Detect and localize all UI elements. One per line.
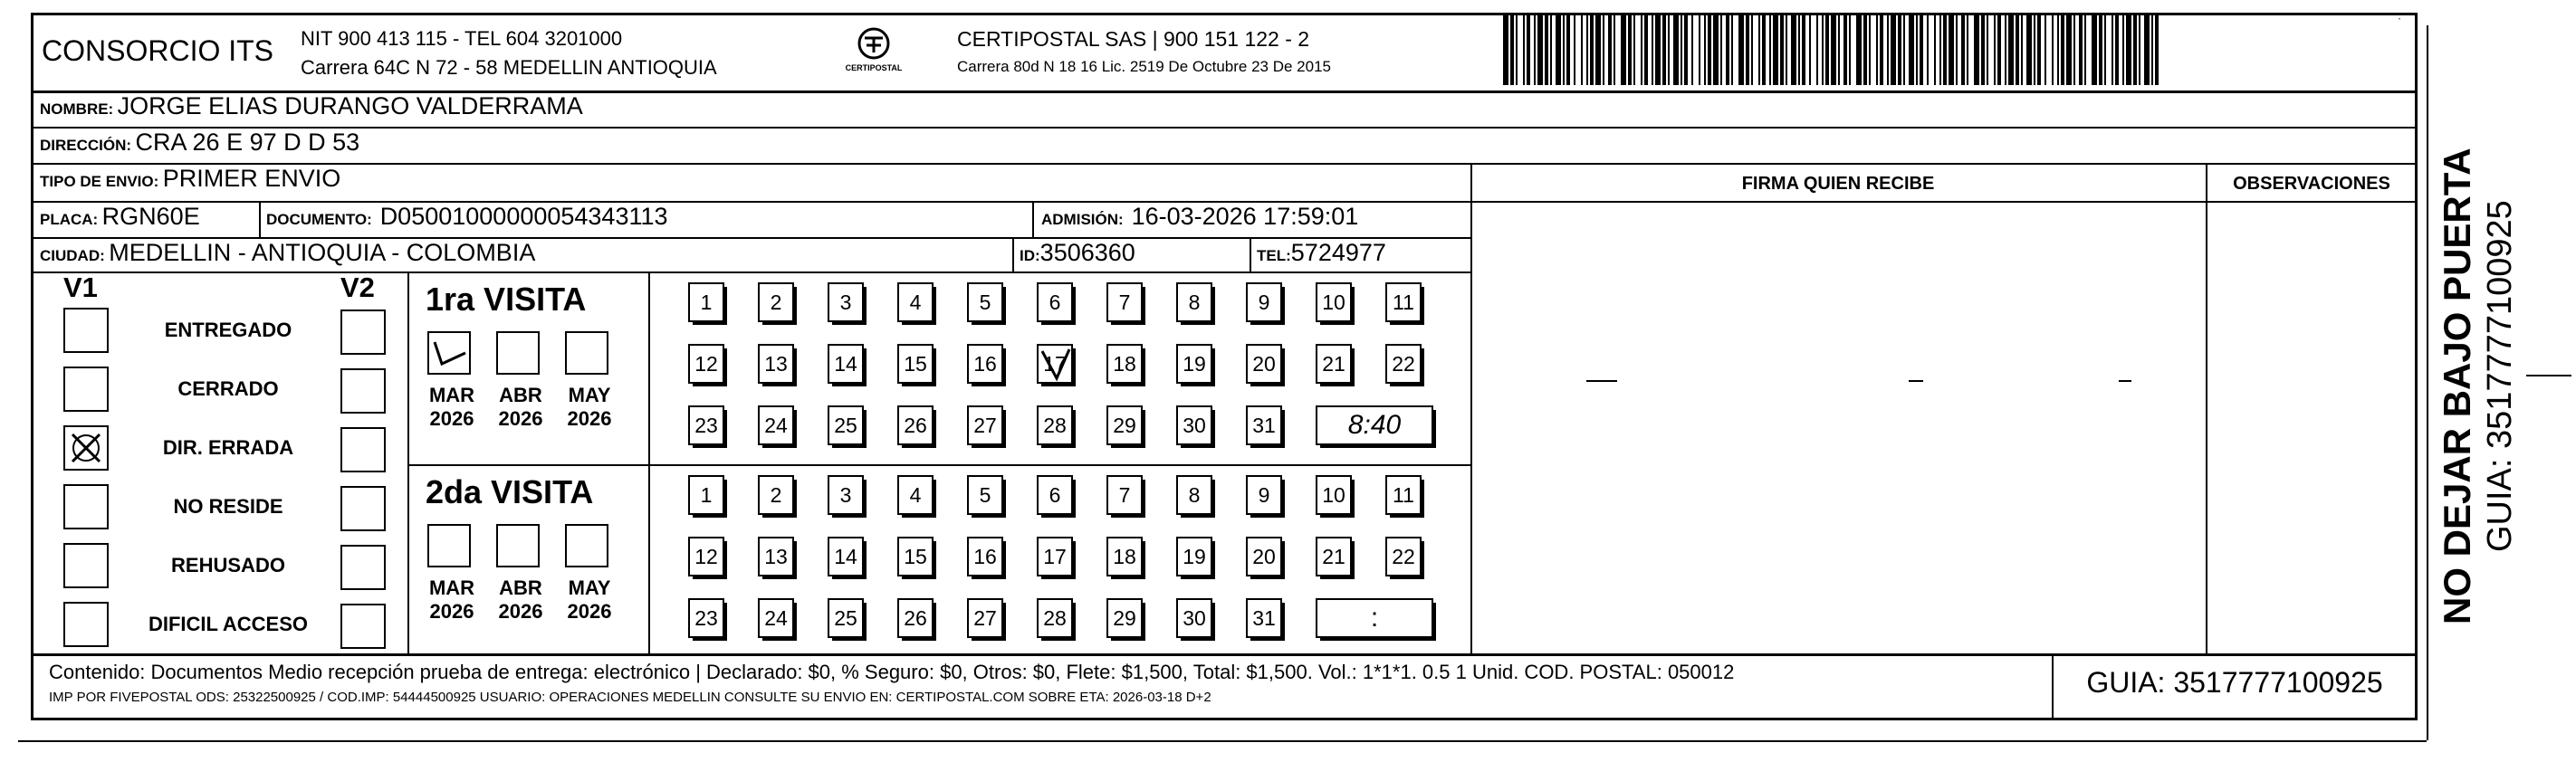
day-box[interactable]: 1 (688, 475, 724, 515)
day-box[interactable]: 13 (758, 537, 794, 576)
day-box[interactable]: 8 (1176, 475, 1212, 515)
day-box[interactable]: 9 (1246, 475, 1282, 515)
day-box[interactable]: 14 (828, 537, 864, 576)
day-box[interactable]: 7 (1106, 475, 1143, 515)
v1-label: V1 (63, 271, 98, 303)
day-box[interactable]: 27 (967, 405, 1003, 445)
document-label: DOCUMENTO: (266, 211, 372, 228)
admission: 16-03-2026 17:59:01 (1131, 203, 1359, 230)
day-box[interactable]: 20 (1246, 537, 1282, 576)
status-label: CERRADO (177, 377, 279, 400)
month-year: 2026 (429, 407, 474, 430)
tel-row (1257, 239, 1386, 267)
day-box[interactable]: 22 (1385, 344, 1422, 384)
id-label: ID: (1020, 247, 1040, 264)
day-box[interactable]: 28 (1037, 598, 1073, 638)
v1-checkbox[interactable] (63, 602, 109, 647)
status-label: REHUSADO (171, 554, 285, 576)
day-box[interactable]: 22 (1385, 537, 1422, 576)
day-box[interactable]: 21 (1316, 537, 1352, 576)
day-box[interactable]: 9 (1246, 282, 1282, 322)
v2-checkbox[interactable] (340, 545, 386, 590)
row-line (31, 127, 2418, 129)
v2-checkbox[interactable] (340, 604, 386, 649)
day-box[interactable]: 1 (688, 282, 724, 322)
col-line (407, 271, 409, 653)
footer-line-2: IMP POR FIVEPOSTAL ODS: 25322500925 / COD.IMP: 54444500925 USUARIO: OPERACIONES MEDELLIN CONSULTE SU ENVIO EN: CERTIPOSTAL.COM SOBRE ETA: 2026-03-18 D+2 (49, 690, 1211, 705)
month-year: 2026 (429, 600, 474, 623)
tel-value: 5724977 (1290, 239, 1386, 266)
day-box[interactable]: 31 (1246, 598, 1282, 638)
v1-checkbox[interactable] (63, 543, 109, 588)
v1-checkbox[interactable] (63, 367, 109, 412)
month-checkbox[interactable] (565, 524, 608, 567)
city-row (40, 239, 535, 267)
day-box[interactable]: 2 (758, 282, 794, 322)
barcode (1503, 13, 2157, 85)
id-row (1020, 239, 1135, 267)
day-box[interactable]: 26 (897, 405, 934, 445)
day-box[interactable]: 23 (688, 598, 724, 638)
visit-title: 2da VISITA (426, 473, 594, 510)
city-label: CIUDAD: (40, 247, 105, 264)
month-year: 2026 (498, 600, 543, 623)
day-box[interactable]: 20 (1246, 344, 1282, 384)
day-box[interactable]: 15 (897, 537, 934, 576)
side-warning: NO DEJAR BAJO PUERTA (2436, 148, 2478, 624)
bottom-edge-line (18, 740, 2427, 742)
day-box[interactable]: 25 (828, 598, 864, 638)
day-box[interactable]: 29 (1106, 405, 1143, 445)
edge-mark (2526, 375, 2571, 376)
day-box[interactable]: 23 (688, 405, 724, 445)
status-label: DIR. ERRADA (162, 436, 294, 459)
plate-row (40, 203, 200, 231)
company-line-1: NIT 900 413 115 - TEL 604 3201000 (301, 27, 623, 50)
ship-type-label: TIPO DE ENVIO: (40, 173, 159, 190)
time-box[interactable]: : (1316, 598, 1433, 638)
day-box[interactable]: 29 (1106, 598, 1143, 638)
document-row (266, 203, 668, 231)
month-label: ABR (499, 384, 542, 406)
observations-header: OBSERVACIONES (2233, 174, 2390, 194)
name-label: NOMBRE: (40, 100, 114, 118)
day-box[interactable]: 18 (1106, 344, 1143, 384)
admission-row (1041, 203, 1358, 231)
day-box[interactable]: 17 (1037, 537, 1073, 576)
plate-label: PLACA: (40, 211, 99, 228)
day-box[interactable]: 16 (967, 537, 1003, 576)
plate: RGN60E (101, 203, 200, 230)
certipostal-logo (842, 25, 905, 80)
day-box[interactable]: 4 (897, 282, 934, 322)
name-row (40, 92, 583, 120)
status-label: DIFICIL ACCESO (148, 613, 308, 635)
day-box[interactable]: 4 (897, 475, 934, 515)
status-label: ENTREGADO (164, 319, 292, 341)
day-box[interactable]: 24 (758, 598, 794, 638)
col-line (648, 271, 650, 653)
day-box[interactable]: 6 (1037, 475, 1073, 515)
carrier-line-2: Carrera 80d N 18 16 Lic. 2519 De Octubre 23 De 2015 (957, 58, 1331, 75)
day-box[interactable]: 10 (1316, 282, 1352, 322)
signature-area[interactable] (1472, 201, 2204, 653)
day-box[interactable]: 15 (897, 344, 934, 384)
row-line (31, 271, 1470, 273)
day-box[interactable]: 5 (967, 282, 1003, 322)
day-box[interactable]: 24 (758, 405, 794, 445)
month-checkbox[interactable] (427, 331, 471, 375)
day-box[interactable]: 11 (1385, 475, 1422, 515)
day-box[interactable]: 28 (1037, 405, 1073, 445)
day-box[interactable]: 30 (1176, 405, 1212, 445)
day-box[interactable]: 18 (1106, 537, 1143, 576)
day-box[interactable]: 2 (758, 475, 794, 515)
pen-mark (1909, 380, 1923, 382)
day-box[interactable]: 16 (967, 344, 1003, 384)
day-box[interactable]: 14 (828, 344, 864, 384)
day-box[interactable]: 3 (828, 475, 864, 515)
ship-type-row (40, 165, 340, 193)
v2-label: V2 (340, 271, 375, 303)
footer-guide: GUIA: 3517777100925 (2086, 666, 2383, 699)
day-box[interactable]: 8 (1176, 282, 1212, 322)
address-row (40, 129, 359, 157)
right-edge-line (2427, 25, 2428, 740)
day-box[interactable]: 17 (1037, 344, 1073, 384)
day-check-mark (1039, 346, 1075, 384)
row-line (31, 163, 2418, 165)
day-box[interactable]: 25 (828, 405, 864, 445)
day-box[interactable]: 12 (688, 537, 724, 576)
month-checkbox[interactable] (496, 331, 540, 375)
city: MEDELLIN - ANTIOQUIA - COLOMBIA (109, 239, 536, 266)
row-line (31, 653, 2418, 656)
month-label: MAR (428, 384, 475, 406)
v1-checkbox[interactable] (63, 484, 109, 529)
col-line (1250, 237, 1251, 271)
observations-area[interactable] (2207, 201, 2416, 653)
day-box[interactable]: 19 (1176, 537, 1212, 576)
month-year: 2026 (498, 407, 543, 430)
v2-checkbox[interactable] (340, 310, 386, 355)
col-line (259, 201, 261, 237)
month-label: MAR (428, 576, 475, 599)
month-label: MAY (568, 576, 611, 599)
signature-header: FIRMA QUIEN RECIBE (1741, 174, 1935, 194)
day-box[interactable]: 13 (758, 344, 794, 384)
month-checkbox[interactable] (427, 524, 471, 567)
id-value: 3506360 (1039, 239, 1135, 266)
pen-mark (1586, 380, 1617, 382)
visit-title: 1ra VISITA (426, 281, 587, 318)
recipient-name: JORGE ELIAS DURANGO VALDERRAMA (117, 92, 583, 119)
day-box[interactable]: 11 (1385, 282, 1422, 322)
day-box[interactable]: 27 (967, 598, 1003, 638)
carrier-line-1: CERTIPOSTAL SAS | 900 151 122 - 2 (957, 27, 1310, 51)
row-line (407, 464, 1470, 466)
address-label: DIRECCIÓN: (40, 137, 132, 154)
day-box[interactable]: 31 (1246, 405, 1282, 445)
admission-label: ADMISIÓN: (1041, 211, 1124, 228)
status-label: NO RESIDE (173, 495, 283, 518)
day-box[interactable]: 6 (1037, 282, 1073, 322)
col-line (1032, 201, 1034, 237)
document: D05001000000054343113 (379, 203, 668, 230)
v2-checkbox[interactable] (340, 368, 386, 414)
logo-text: CERTIPOSTAL (845, 63, 903, 72)
month-year: 2026 (567, 600, 612, 623)
month-checkbox[interactable] (565, 331, 608, 375)
v2-checkbox[interactable] (340, 427, 386, 472)
day-box[interactable]: 19 (1176, 344, 1212, 384)
day-box[interactable]: 21 (1316, 344, 1352, 384)
day-box[interactable]: 12 (688, 344, 724, 384)
side-guide: GUIA: 3517777100925 (2481, 200, 2519, 552)
col-line (1012, 237, 1014, 271)
month-label: MAY (568, 384, 611, 406)
v1-checkbox[interactable] (63, 425, 109, 471)
footer-line-1: Contenido: Documentos Medio recepción prueba de entrega: electrónico | Declarado: $0, % Seguro: $0, Otros: $0, Flete: $1,500, Total: $1,500. Vol.: 1*1*1. 0.5 1 Unid. COD. POSTAL: 050012 (49, 661, 1735, 683)
tel-label: TEL: (1257, 247, 1291, 264)
v2-checkbox[interactable] (340, 486, 386, 531)
day-box[interactable]: 10 (1316, 475, 1352, 515)
day-box[interactable]: 7 (1106, 282, 1143, 322)
company-line-2: Carrera 64C N 72 - 58 MEDELLIN ANTIOQUIA (301, 56, 717, 79)
company-name: CONSORCIO ITS (42, 34, 274, 67)
recipient-address: CRA 26 E 97 D D 53 (135, 129, 360, 156)
day-box[interactable]: 30 (1176, 598, 1212, 638)
day-box[interactable]: 3 (828, 282, 864, 322)
month-label: ABR (499, 576, 542, 599)
month-checkbox[interactable] (496, 524, 540, 567)
day-box[interactable]: 26 (897, 598, 934, 638)
month-year: 2026 (567, 407, 612, 430)
pen-mark (2119, 380, 2131, 382)
day-box[interactable]: 5 (967, 475, 1003, 515)
time-box[interactable]: 8:40 (1316, 405, 1433, 445)
v1-checkbox[interactable] (63, 308, 109, 353)
ship-type: PRIMER ENVIO (162, 165, 341, 192)
